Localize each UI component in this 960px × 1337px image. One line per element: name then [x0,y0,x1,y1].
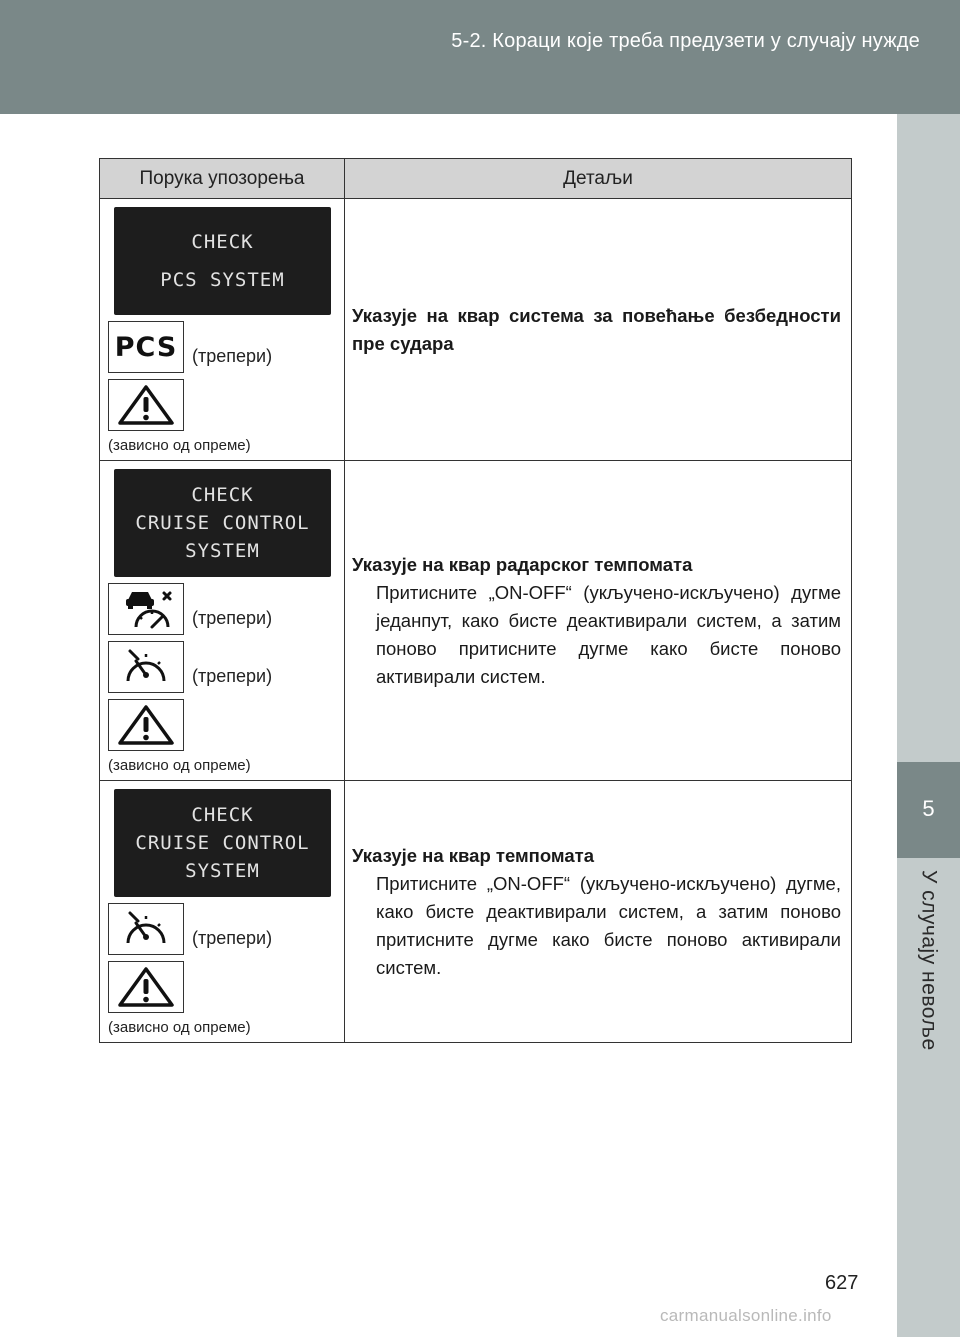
warning-cell [100,199,345,461]
chapter-number: 5 [922,796,935,821]
lcd-line: SYSTEM [185,860,260,882]
details-cell [345,461,852,781]
pcs-icon-text: PCS [114,331,178,363]
detail-title: Указује на квар система за повећање безбедности пре судара [352,304,841,354]
warning-triangle-icon [108,699,184,751]
flash-note: (трепери) [192,346,273,366]
radar-cruise-icon [108,583,184,635]
icon-row [108,379,340,431]
cruise-control-icon [108,903,184,955]
detail-body: Притисните „ON-OFF“ (укључено-искључено) дугме једанпут, како бисте деактивирали систем, а затим поново притисните дугме како бисте поново активирали систем. [376,581,841,687]
page-number: 627 [825,1272,859,1294]
flash-note: (трепери) [192,928,273,948]
lcd-line: CRUISE CONTROL [135,832,310,854]
detail-title: Указује на квар радарског темпомата [352,553,693,575]
icon-row [108,903,340,955]
icon-row [108,583,340,635]
page-header [0,0,960,114]
warning-cell [100,781,345,1043]
lcd-display [114,789,331,897]
warning-triangle-icon [108,961,184,1013]
header-details: Детаљи [345,159,852,199]
detail-body: Притисните „ON-OFF“ (укључено-искључено) дугме, како бисте деактивирали систем, а затим поново притисните дугме како бисте поново активирали систем. [376,872,841,978]
lcd-line: CHECK [191,804,254,826]
lcd-line: SYSTEM [185,540,260,562]
cruise-control-icon [108,641,184,693]
flash-note: (трепери) [192,666,273,686]
detail-title: Указује на квар темпомата [352,844,594,866]
icon-row [108,699,340,751]
details-cell [345,199,852,461]
table-header-row [100,159,852,199]
details-cell [345,781,852,1043]
lcd-line: PCS SYSTEM [160,269,285,291]
side-tab [897,114,960,1337]
table-row [100,781,852,1043]
lcd-line: CHECK [191,484,254,506]
lcd-display [114,469,331,577]
header-warning-message: Порука упозорења [100,159,345,199]
table-row [100,199,852,461]
lcd-line: CRUISE CONTROL [135,512,310,534]
table-row [100,461,852,781]
chapter-box [897,762,960,858]
flash-note: (трепери) [192,608,273,628]
icon-row [108,321,340,373]
equipment-note: (зависно од опреме) [108,1019,251,1036]
icon-row [108,961,340,1013]
equipment-note: (зависно од опреме) [108,757,251,774]
lcd-line: CHECK [191,231,254,253]
icon-row [108,641,340,693]
warning-triangle-icon [108,379,184,431]
pcs-icon [108,321,184,373]
warning-cell [100,461,345,781]
chapter-label-text: У случају невоље [917,870,941,1051]
section-title: 5-2. Кораци које треба предузети у случају нужде [451,30,920,52]
watermark: carmanualsonline.info [660,1306,832,1325]
chapter-label [897,870,960,1080]
lcd-display [114,207,331,315]
equipment-note: (зависно од опреме) [108,437,251,454]
warning-table [99,158,852,1043]
